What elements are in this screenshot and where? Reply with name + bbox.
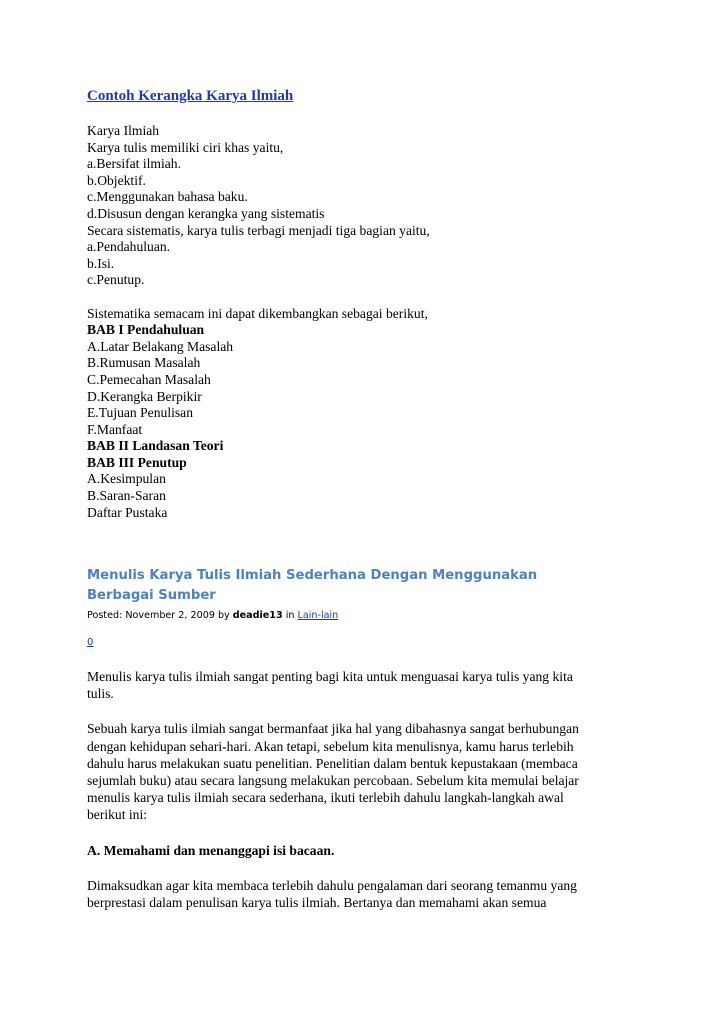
paragraph-line: sejumlah buku) atau secara langsung melakukan percobaan. Sebelum kita memulai belajar xyxy=(87,773,579,789)
outline-item: F.Manfaat xyxy=(87,421,143,437)
chapter-heading: BAB I Pendahuluan xyxy=(87,322,205,338)
paragraph-line: tulis. xyxy=(87,686,114,702)
paragraph-line: Menulis karya tulis ilmiah sangat penting bagi kita untuk menguasai karya tulis yang kita xyxy=(87,669,573,684)
paragraph-line: dengan kehidupan sehari-hari. Akan tetapi, sebelum kita menulisnya, kamu harus terlebih xyxy=(87,738,574,754)
comment-count-link[interactable]: 0 xyxy=(87,637,94,648)
spacer xyxy=(87,289,647,306)
intro-line: Karya Ilmiah xyxy=(87,123,160,138)
document-section-1 xyxy=(87,86,647,521)
in-label: in xyxy=(282,610,298,621)
outline-item: B.Saran-Saran xyxy=(87,488,166,504)
document-title[interactable]: Contoh Kerangka Karya Ilmiah xyxy=(87,88,294,104)
outline-item: E.Tujuan Penulisan xyxy=(87,405,193,421)
paragraph-line: dahulu harus melakukan suatu penelitian. Penelitian dalam bentuk kepustakaan (membaca xyxy=(87,755,578,771)
paragraph-line: menulis karya tulis ilmiah secara sederhana, ikuti terlebih dahulu langkah-langkah awal xyxy=(87,790,564,806)
intro-line: b.Objektif. xyxy=(87,172,146,188)
intro-line: Karya tulis memiliki ciri khas yaitu, xyxy=(87,139,284,155)
paragraph-line: berprestasi dalam penulisan karya tulis ilmiah. Bertanya dan memahami akan semua xyxy=(87,894,547,910)
intro-line: a.Bersifat ilmiah. xyxy=(87,156,181,172)
chapter-heading: BAB III Penutup xyxy=(87,454,187,470)
paragraph-line: Sebuah karya tulis ilmiah sangat bermanfaat jika hal yang dibahasnya sangat berhubungan xyxy=(87,721,579,737)
paragraph xyxy=(87,668,647,702)
post-title xyxy=(87,566,647,606)
intro-line: c.Penutup. xyxy=(87,272,145,288)
outline-item: D.Kerangka Berpikir xyxy=(87,388,202,404)
post-title-line: Menulis Karya Tulis Ilmiah Sederhana Dengan Menggunakan xyxy=(87,568,538,583)
outline-item: A.Kesimpulan xyxy=(87,471,166,487)
chapter-heading: BAB II Landasan Teori xyxy=(87,438,224,454)
intro-line: c.Menggunakan bahasa baku. xyxy=(87,189,248,205)
intro-line: Secara sistematis, karya tulis terbagi menjadi tiga bagian yaitu, xyxy=(87,222,430,238)
outline-item: B.Rumusan Masalah xyxy=(87,355,201,371)
comment-count xyxy=(87,636,647,650)
paragraph-line: berikut ini: xyxy=(87,807,148,823)
intro-line: d.Disusun dengan kerangka yang sistematis xyxy=(87,205,325,221)
post-author: deadie13 xyxy=(232,610,283,621)
subheading: A. Memahami dan menanggapi isi bacaan. xyxy=(87,842,335,858)
category-link[interactable]: Lain-lain xyxy=(297,610,339,621)
paragraph xyxy=(87,877,647,911)
paragraph xyxy=(87,720,647,823)
intro-list xyxy=(87,123,647,521)
paragraph-line: Dimaksudkan agar kita membaca terlebih dahulu pengalaman dari seorang temanmu yang xyxy=(87,877,577,893)
posted-label: Posted: November 2, 2009 by xyxy=(87,610,233,621)
outline-item: C.Pemecahan Masalah xyxy=(87,371,211,387)
blog-post xyxy=(87,566,647,911)
post-meta xyxy=(87,609,647,623)
outline-item: Daftar Pustaka xyxy=(87,504,168,520)
intro-line: a.Pendahuluan. xyxy=(87,239,171,255)
outline-intro: Sistematika semacam ini dapat dikembangkan sebagai berikut, xyxy=(87,305,428,321)
intro-line: b.Isi. xyxy=(87,255,115,271)
outline-item: A.Latar Belakang Masalah xyxy=(87,338,234,354)
post-title-line: Berbagai Sumber xyxy=(87,588,216,603)
